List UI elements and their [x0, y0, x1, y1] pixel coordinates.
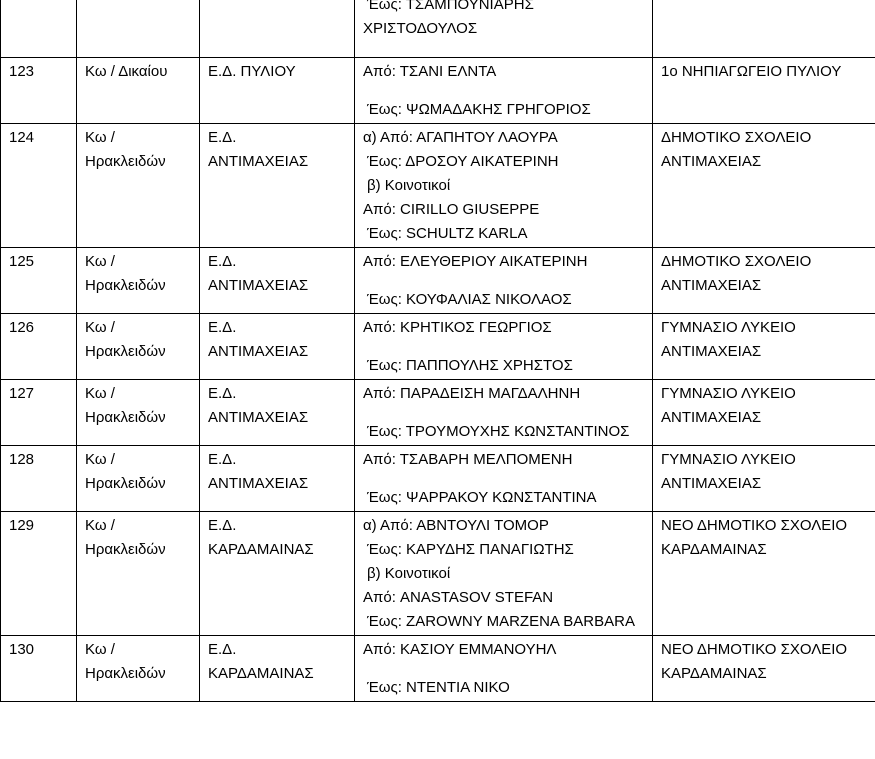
- type-line: Κω /: [85, 319, 115, 336]
- station-line: Ε.Δ.: [208, 253, 237, 270]
- school-line: ΑΝΤΙΜΑΧΕΙΑΣ: [661, 153, 762, 170]
- cell-range: [355, 636, 653, 702]
- cell-school: [653, 636, 875, 702]
- school-line: ΑΝΤΙΜΑΧΕΙΑΣ: [661, 277, 762, 294]
- row-number: 130: [9, 641, 35, 658]
- cell-number: [1, 512, 77, 636]
- school-line: ΑΝΤΙΜΑΧΕΙΑΣ: [661, 343, 762, 360]
- table-row: [1, 0, 875, 58]
- station-line: Ε.Δ.: [208, 319, 237, 336]
- row-number: 123: [9, 63, 35, 80]
- type-line: Κω /: [85, 385, 115, 402]
- table-row: [1, 58, 875, 124]
- station-line: ΑΝΤΙΜΑΧΕΙΑΣ: [208, 343, 309, 360]
- cell-range: [355, 512, 653, 636]
- type-line: Κω /: [85, 641, 115, 658]
- cell-number: [1, 380, 77, 446]
- row-number: 127: [9, 385, 35, 402]
- range-line: Έως: ΠΑΠΠΟΥΛΗΣ ΧΡΗΣΤΟΣ: [367, 357, 573, 374]
- range-line: α) Από: ΑΓΑΠΗΤΟΥ ΛΑΟΥΡΑ: [363, 129, 558, 146]
- school-line: ΓΥΜΝΑΣΙΟ ΛΥΚΕΙΟ: [661, 319, 796, 336]
- cell-station: [200, 124, 355, 248]
- range-line: Από: ΠΑΡΑΔΕΙΣΗ ΜΑΓΔΑΛΗΝΗ: [363, 385, 581, 402]
- cell-range: [355, 380, 653, 446]
- type-line: Ηρακλειδών: [85, 277, 166, 294]
- table-row: [1, 248, 875, 314]
- type-line: Ηρακλειδών: [85, 153, 166, 170]
- school-line: ΝΕΟ ΔΗΜΟΤΙΚΟ ΣΧΟΛΕΙΟ: [661, 517, 848, 534]
- table-row: [1, 314, 875, 380]
- school-line: ΚΑΡΔΑΜΑΙΝΑΣ: [661, 541, 767, 558]
- range-line: α) Από: ΑΒΝΤΟΥΛΙ ΤΟΜΟΡ: [363, 517, 549, 534]
- range-line: Από: ΚΡΗΤΙΚΟΣ ΓΕΩΡΓΙΟΣ: [363, 319, 552, 336]
- cell-station: [200, 512, 355, 636]
- range-line: β) Κοινοτικοί: [367, 565, 451, 582]
- row-number: 126: [9, 319, 35, 336]
- cell-station: [200, 58, 355, 124]
- row-number: 125: [9, 253, 35, 270]
- cell-type: [77, 446, 200, 512]
- table-row: [1, 636, 875, 702]
- range-line: Από: ΤΣΑΒΑΡΗ ΜΕΛΠΟΜΕΝΗ: [363, 451, 573, 468]
- cell-range: [355, 446, 653, 512]
- cell-station: [200, 248, 355, 314]
- school-line: ΓΥΜΝΑΣΙΟ ΛΥΚΕΙΟ: [661, 451, 796, 468]
- cell-type: [77, 380, 200, 446]
- table-row: [1, 124, 875, 248]
- type-line: Κω /: [85, 451, 115, 468]
- range-line: Έως: ΨΑΡΡΑΚΟΥ ΚΩΝΣΤΑΝΤΙΝΑ: [367, 489, 597, 506]
- school-line: ΝΕΟ ΔΗΜΟΤΙΚΟ ΣΧΟΛΕΙΟ: [661, 641, 848, 658]
- cell-type: [77, 636, 200, 702]
- cell-number: [1, 636, 77, 702]
- cell-number: [1, 0, 77, 58]
- row-number: 129: [9, 517, 35, 534]
- range-line: ΧΡΙΣΤΟΔΟΥΛΟΣ: [363, 20, 478, 37]
- range-line: Έως: ΨΩΜΑΔΑΚΗΣ ΓΡΗΓΟΡΙΟΣ: [367, 101, 591, 118]
- row-number: 128: [9, 451, 35, 468]
- cell-number: [1, 248, 77, 314]
- cell-range: [355, 314, 653, 380]
- station-line: ΑΝΤΙΜΑΧΕΙΑΣ: [208, 409, 309, 426]
- school-line: ΔΗΜΟΤΙΚΟ ΣΧΟΛΕΙΟ: [661, 129, 812, 146]
- station-line: ΚΑΡΔΑΜΑΙΝΑΣ: [208, 541, 314, 558]
- school-line: ΔΗΜΟΤΙΚΟ ΣΧΟΛΕΙΟ: [661, 253, 812, 270]
- type-line: Κω /: [85, 517, 115, 534]
- cell-number: [1, 124, 77, 248]
- station-line: Ε.Δ.: [208, 129, 237, 146]
- cell-school: [653, 314, 875, 380]
- station-line: ΑΝΤΙΜΑΧΕΙΑΣ: [208, 153, 309, 170]
- station-line: ΑΝΤΙΜΑΧΕΙΑΣ: [208, 277, 309, 294]
- cell-school: [653, 248, 875, 314]
- school-line: 1ο ΝΗΠΙΑΓΩΓΕΙΟ ΠΥΛΙΟΥ: [661, 63, 842, 80]
- school-line: ΑΝΤΙΜΑΧΕΙΑΣ: [661, 475, 762, 492]
- range-line: Από: ANASTASOV STEFAN: [363, 589, 554, 606]
- cell-school: [653, 58, 875, 124]
- cell-school: [653, 124, 875, 248]
- table-row: [1, 380, 875, 446]
- station-line: Ε.Δ. ΠΥΛΙΟΥ: [208, 63, 296, 80]
- range-line: Έως: ΔΡΟΣΟΥ ΑΙΚΑΤΕΡΙΝΗ: [367, 153, 559, 170]
- school-line: ΚΑΡΔΑΜΑΙΝΑΣ: [661, 665, 767, 682]
- range-line: Από: ΚΑΣΙΟΥ ΕΜΜΑΝΟΥΗΛ: [363, 641, 557, 658]
- station-line: ΚΑΡΔΑΜΑΙΝΑΣ: [208, 665, 314, 682]
- cell-type: [77, 124, 200, 248]
- cell-number: [1, 446, 77, 512]
- cell-school: [653, 0, 875, 58]
- range-line: Έως: SCHULTZ KARLA: [367, 225, 528, 242]
- cell-range: [355, 58, 653, 124]
- type-line: Ηρακλειδών: [85, 343, 166, 360]
- cell-number: [1, 58, 77, 124]
- cell-station: [200, 636, 355, 702]
- cell-station: [200, 380, 355, 446]
- range-line: Από: ΕΛΕΥΘΕΡΙΟΥ ΑΙΚΑΤΕΡΙΝΗ: [363, 253, 588, 270]
- cell-type: [77, 314, 200, 380]
- cell-station: [200, 446, 355, 512]
- range-line: Έως: ZAROWNY MARZENA BARBARA: [367, 613, 635, 630]
- type-line: Ηρακλειδών: [85, 409, 166, 426]
- cell-type: [77, 0, 200, 58]
- station-line: Ε.Δ.: [208, 385, 237, 402]
- range-line: Έως: ΤΣΑΜΠΟΥΝΙΑΡΗΣ: [367, 0, 534, 13]
- type-line: Κω / Δικαίου: [85, 63, 168, 80]
- table-row: [1, 512, 875, 636]
- cell-range: [355, 0, 653, 58]
- type-line: Κω /: [85, 253, 115, 270]
- range-line: Από: ΤΣΑΝΙ ΕΛΝΤΑ: [363, 63, 497, 80]
- range-line: Έως: ΤΡΟΥΜΟΥΧΗΣ ΚΩΝΣΤΑΝΤΙΝΟΣ: [367, 423, 630, 440]
- cell-type: [77, 512, 200, 636]
- school-line: ΓΥΜΝΑΣΙΟ ΛΥΚΕΙΟ: [661, 385, 796, 402]
- range-line: Από: CIRILLO GIUSEPPE: [363, 201, 540, 218]
- cell-station: [200, 0, 355, 58]
- type-line: Ηρακλειδών: [85, 665, 166, 682]
- type-line: Ηρακλειδών: [85, 541, 166, 558]
- cell-range: [355, 248, 653, 314]
- row-number: 124: [9, 129, 35, 146]
- type-line: Ηρακλειδών: [85, 475, 166, 492]
- cell-type: [77, 248, 200, 314]
- range-line: Έως: ΚΟΥΦΑΛΙΑΣ ΝΙΚΟΛΑΟΣ: [367, 291, 572, 308]
- station-line: Ε.Δ.: [208, 451, 237, 468]
- range-line: Έως: ΚΑΡΥΔΗΣ ΠΑΝΑΓΙΩΤΗΣ: [367, 541, 574, 558]
- cell-school: [653, 446, 875, 512]
- cell-school: [653, 380, 875, 446]
- cell-station: [200, 314, 355, 380]
- type-line: Κω /: [85, 129, 115, 146]
- station-line: Ε.Δ.: [208, 641, 237, 658]
- range-line: Έως: ΝΤΕΝΤΙΑ ΝΙΚΟ: [367, 679, 510, 696]
- cell-number: [1, 314, 77, 380]
- cell-range: [355, 124, 653, 248]
- table-row: [1, 446, 875, 512]
- cell-school: [653, 512, 875, 636]
- school-line: ΑΝΤΙΜΑΧΕΙΑΣ: [661, 409, 762, 426]
- range-line: β) Κοινοτικοί: [367, 177, 451, 194]
- cell-type: [77, 58, 200, 124]
- station-line: ΑΝΤΙΜΑΧΕΙΑΣ: [208, 475, 309, 492]
- station-line: Ε.Δ.: [208, 517, 237, 534]
